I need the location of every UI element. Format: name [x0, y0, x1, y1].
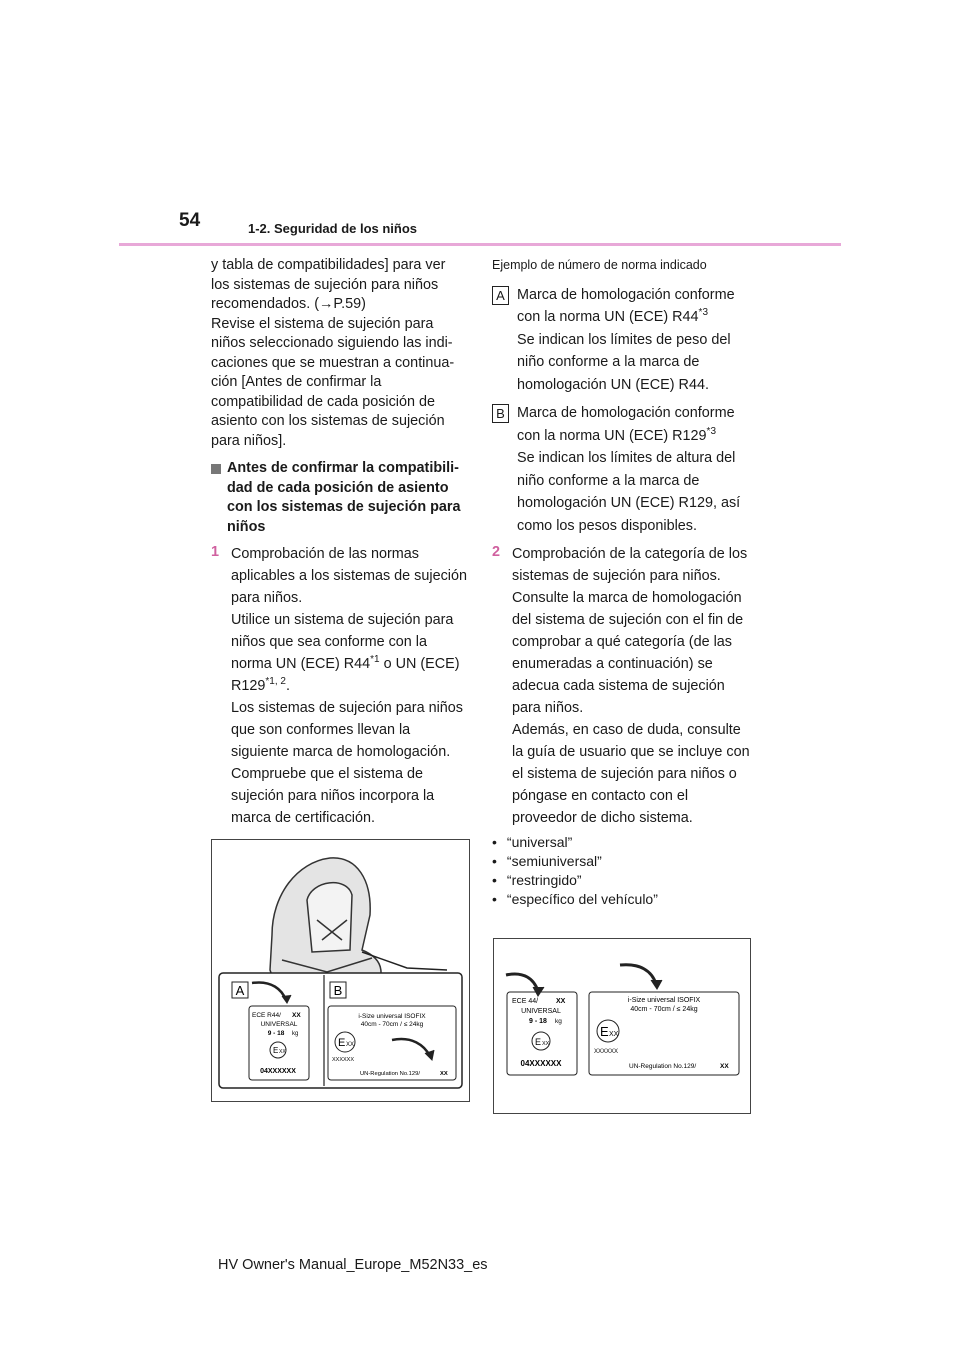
r44-unit: kg: [555, 1018, 562, 1025]
r129-reg: UN-Regulation No.129/: [629, 1063, 697, 1070]
r44-line1: ECE 44/: [512, 998, 539, 1005]
step-1-text-b: [231, 609, 471, 697]
item-b-text-2: Se indican los límites de altura del niño conforme a la marca de homologación UN (ECE) R129, así como los pesos disponibles.: [517, 450, 741, 534]
r44-xx: XX: [292, 1012, 301, 1019]
labels-illustration: [494, 939, 750, 1113]
r44-universal: UNIVERSAL: [260, 1021, 298, 1028]
step-1-number: 1: [211, 544, 220, 560]
step-1-text-d: .: [285, 678, 290, 694]
pointer-arrow-icon: [506, 974, 538, 991]
header-divider: [119, 243, 841, 246]
footnote-ref: *3: [706, 425, 716, 437]
r44-line1: ECE R44/: [252, 1012, 281, 1019]
category-list: [492, 833, 754, 909]
r44-number: 04XXXXXX: [260, 1068, 296, 1075]
step-1: [211, 543, 471, 829]
list-item: • “específico del vehículo”: [492, 891, 658, 907]
subheading-text: Antes de confirmar la compatibili-dad de cada posición de asiento con los sistemas de sujeción para niños: [227, 460, 461, 535]
r44-emark: E: [273, 1046, 279, 1055]
r44-emark-sub: XX: [542, 1041, 550, 1047]
step-1-text-c: o UN (ECE) R129: [231, 656, 460, 694]
letter-box-b: B: [492, 404, 509, 423]
child-seat-figure: [211, 839, 470, 1102]
r44-emark-sub: XX: [279, 1049, 286, 1055]
step-2-text: [512, 543, 754, 829]
r129-code: XXXXXX: [332, 1057, 355, 1063]
footnote-ref: *3: [698, 307, 708, 319]
r129-code: XXXXXX: [594, 1049, 619, 1055]
list-item: • “semiuniversal”: [492, 853, 602, 869]
r129-line2: 40cm - 70cm / ≤ 24kg: [630, 1006, 698, 1013]
item-a-text: [517, 284, 754, 397]
intro-paragraph: y tabla de compatibilidades] para ver los sistemas de sujeción para niños recomendados. (→P.59) Revise el sistema de sujeción para niños seleccionado siguiendo las indi- caciones que se muestran a continua- ción [Antes de confirmar la compatibilidad de cada posición de asiento con los sistemas de sujeción para niños].: [211, 257, 455, 449]
r129-line2: 40cm - 70cm / ≤ 24kg: [360, 1021, 424, 1028]
step-1-text-e: Los sistemas de sujeción para niños que son conformes llevan la siguiente marca de homologación. Compruebe que el sistema de sujeción para niños incorpora la marca de certificación.: [231, 700, 463, 826]
footer-text: HV Owner's Manual_Europe_M52N33_es: [218, 1257, 488, 1273]
r129-line1: i-Size universal ISOFIX: [358, 1013, 426, 1020]
step-2-text-1: Comprobación de la categoría de los sistemas de sujeción para niños. Consulte la marca de homologación del sistema de sujeción con el fin de comprobar a qué categoría (de las enumeradas a continuación) se adecua cada sistema de sujeción para niños.: [512, 546, 748, 716]
r129-emark: E: [600, 1024, 609, 1039]
step-2: [492, 543, 754, 829]
r129-xx: XX: [720, 1063, 729, 1070]
r44-weight: 9 - 18: [267, 1030, 285, 1037]
labels-figure: [493, 938, 751, 1114]
item-a-text-2: Se indican los límites de peso del niño conforme a la marca de homologación UN (ECE) R44.: [517, 331, 731, 393]
r44-emark: E: [535, 1037, 542, 1047]
step-2-number: 2: [492, 544, 501, 560]
step-2-text-2: Además, en caso de duda, consulte la guía de usuario que se incluye con el sistema de sujeción para niños o póngase en contacto con el proveedor de dicho sistema.: [512, 722, 750, 826]
item-a: [492, 284, 754, 397]
child-seat-illustration: [212, 840, 469, 1101]
r44-universal: UNIVERSAL: [521, 1008, 561, 1015]
item-a-text-1: Marca de homologación conforme con la norma UN (ECE) R44: [517, 286, 735, 325]
item-b: [492, 402, 754, 537]
r129-emark-sub: XX: [346, 1042, 355, 1048]
step-1-text-a: Comprobación de las normas aplicables a los sistemas de sujeción para niños.: [231, 546, 467, 606]
r44-xx: XX: [556, 998, 566, 1005]
letter-box-a: A: [492, 286, 509, 305]
example-caption: Ejemplo de número de norma indicado: [492, 258, 707, 272]
subheading: [211, 459, 471, 537]
figure-letter-b: B: [333, 983, 343, 998]
page-number: 54: [179, 210, 201, 231]
step-1-text: [231, 543, 471, 829]
r129-emark: E: [338, 1037, 346, 1049]
r44-weight: 9 - 18: [529, 1018, 547, 1025]
right-column: [492, 256, 754, 909]
r44-unit: kg: [292, 1031, 299, 1037]
section-title: 1-2. Seguridad de los niños: [248, 221, 418, 236]
step-1-text-b-main: Utilice un sistema de sujeción para niños que sea conforme con la norma UN (ECE) R44: [231, 612, 454, 672]
r129-reg: UN-Regulation No.129/: [360, 1071, 420, 1077]
left-column: [211, 256, 471, 829]
r129-line1: i-Size universal ISOFIX: [627, 997, 701, 1004]
item-b-text-1: Marca de homologación conforme con la norma UN (ECE) R129: [517, 405, 735, 444]
list-item: • “universal”: [492, 834, 573, 850]
child-seat-icon: [270, 858, 381, 992]
footnote-ref: *1, 2: [265, 676, 286, 688]
list-item: • “restringido”: [492, 872, 582, 888]
item-b-text: [517, 402, 754, 537]
r129-xx: XX: [440, 1071, 448, 1077]
footnote-ref: *1: [370, 654, 380, 666]
figure-letter-a: A: [235, 983, 245, 998]
square-bullet-icon: [211, 464, 221, 474]
pointer-arrow-icon: [620, 965, 656, 984]
r44-number: 04XXXXXX: [520, 1059, 562, 1068]
r129-emark-sub: XX: [609, 1031, 619, 1038]
